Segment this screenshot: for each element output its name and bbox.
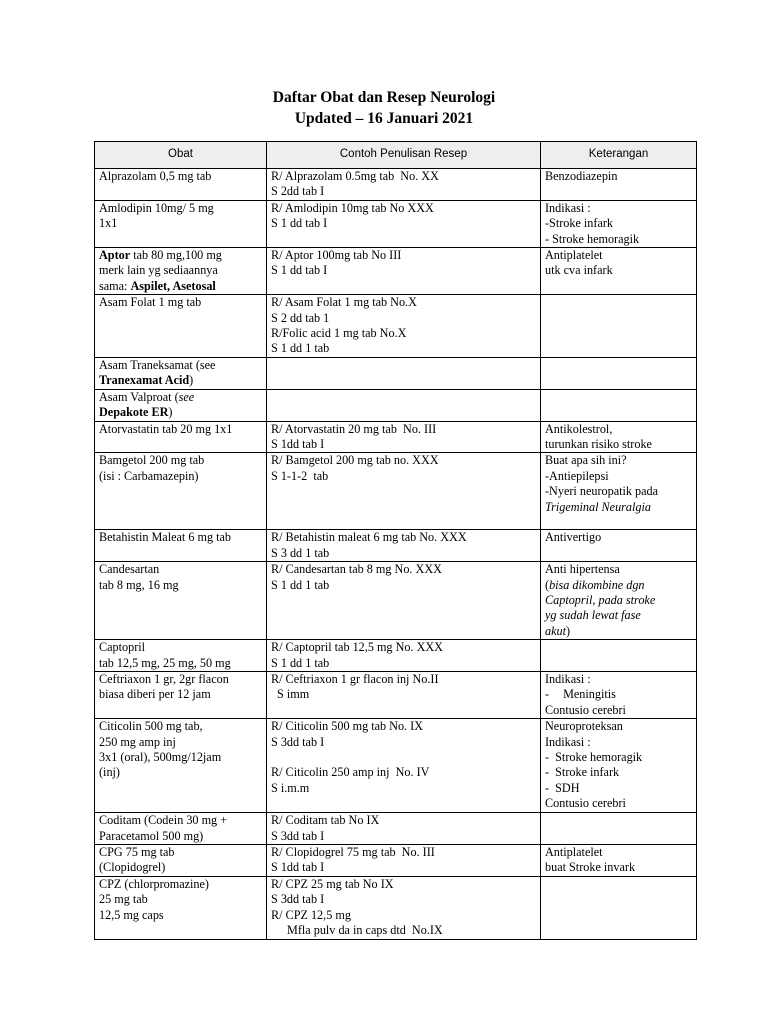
ket-line: yg sudah lewat fase [545,608,641,623]
resep-line: S i.m.m [271,780,310,795]
table-row [95,876,697,939]
cell-resep [267,876,541,939]
header-keterangan: Keterangan [541,142,697,169]
obat-line: Betahistin Maleat 6 mg tab [99,530,232,545]
obat-line: Atorvastatin tab 20 mg 1x1 [99,421,233,436]
obat-line: Candesartan [99,562,160,577]
cell-keterangan [541,813,697,845]
obat-line: Ceftriaxon 1 gr, 2gr flacon [99,671,229,686]
cell-keterangan [541,719,697,813]
drug-table [94,141,697,940]
cell-obat [95,421,267,453]
header-resep: Contoh Penulisan Resep [267,142,541,169]
ket-line: Antivertigo [545,530,602,545]
ket-line: Contusio cerebri [545,702,626,717]
resep-line: R/ Candesartan tab 8 mg No. XXX [271,562,442,577]
obat-line: tab 12,5 mg, 25 mg, 50 mg [99,655,231,670]
ket-line: Trigeminal Neuralgia [545,499,651,514]
obat-line: Asam Folat 1 mg tab [99,295,202,310]
cell-resep [267,719,541,813]
obat-line: (inj) [99,765,120,780]
cell-obat [95,295,267,358]
obat-line: Amlodipin 10mg/ 5 mg [99,200,214,215]
cell-resep [267,845,541,877]
resep-line: S imm [277,687,310,702]
cell-obat [95,562,267,640]
cell-keterangan [541,200,697,247]
resep-line: R/ Coditam tab No IX [271,813,380,828]
cell-obat [95,169,267,201]
cell-keterangan [541,169,697,201]
obat-bold: Tranexamat Acid [99,373,190,388]
resep-line: S 3 dd 1 tab [271,545,330,560]
cell-obat [95,640,267,672]
resep-line: S 1 dd tab I [271,263,328,278]
obat-text: sama: [99,278,131,293]
resep-line: S 1 dd 1 tab [271,655,330,670]
resep-line: R/ Alprazolam 0.5mg tab No. XX [271,169,439,183]
resep-line: R/ Aptor 100mg tab No III [271,248,402,263]
ket-line: Contusio cerebri [545,796,626,811]
resep-line: S 1 dd tab I [271,216,328,231]
ket-line: - Stroke hemoragik [545,231,640,246]
ket-line: - Stroke hemoragik [545,750,643,764]
table-row [95,169,697,201]
cell-keterangan [541,876,697,939]
obat-text: Asam Valproat ( [99,389,179,404]
ket-italic: akut [545,623,566,638]
obat-line: 1x1 [99,216,118,231]
obat-line: 12,5 mg caps [99,907,164,922]
cell-obat [95,530,267,562]
resep-line: S 1 dd 1 tab [271,577,330,592]
table-row [95,845,697,877]
title-line-1: Daftar Obat dan Resep Neurologi [272,89,496,106]
obat-text: ) [168,405,173,420]
title-line-2: Updated – 16 Januari 2021 [294,110,474,127]
resep-line: R/ Amlodipin 10mg tab No XXX [271,200,434,215]
cell-obat [95,813,267,845]
obat-bold: Aspilet, Asetosal [130,278,216,293]
obat-line: 250 mg amp inj [99,734,176,749]
table-row [95,421,697,453]
cell-resep [267,813,541,845]
cell-keterangan [541,421,697,453]
obat-line: (Clopidogrel) [99,860,166,875]
resep-line: R/ Citicolin 500 mg tab No. IX [271,719,423,734]
ket-line: Antikolestrol, [545,421,613,436]
cell-obat [95,876,267,939]
ket-line: Buat apa sih ini? [545,453,627,468]
ket-text: ) [565,623,571,638]
resep-line: R/ Ceftriaxon 1 gr flacon inj No.II [271,671,439,686]
cell-obat [95,357,267,389]
resep-line: R/ Clopidogrel 75 mg tab No. III [271,845,435,859]
cell-keterangan [541,453,697,530]
resep-line: S 1-1-2 tab [271,468,329,483]
ket-line: - SDH [545,780,580,795]
resep-line: R/ Atorvastatin 20 mg tab No. III [271,421,437,436]
cell-obat [95,453,267,530]
table-row [95,640,697,672]
obat-line: biasa diberi per 12 jam [99,687,211,702]
cell-resep [267,295,541,358]
cell-keterangan [541,671,697,718]
obat-line: Alprazolam 0,5 mg tab [99,169,212,183]
ket-line: Antiplatelet [545,845,603,859]
ket-line: Neuroproteksan [545,719,623,734]
header-obat: Obat [95,142,267,169]
obat-text: ) [189,373,194,388]
ket-line: -Antiepilepsi [545,468,609,483]
resep-line: S 3dd tab I [271,892,325,907]
cell-resep [267,671,541,718]
cell-obat [95,671,267,718]
cell-keterangan [541,562,697,640]
resep-line: R/ Captopril tab 12,5 mg No. XXX [271,640,443,655]
cell-obat [95,845,267,877]
obat-text: tab 80 mg,100 mg [130,248,222,263]
resep-line: Mfla pulv da in caps dtd No.IX [287,923,443,938]
ket-line: Indikasi : [545,200,591,215]
cell-obat [95,200,267,247]
resep-line: R/Folic acid 1 mg tab No.X [271,326,407,341]
obat-bold: Depakote ER [99,405,169,420]
table-row [95,530,697,562]
cell-obat [95,719,267,813]
obat-line: Citicolin 500 mg tab, [99,719,203,734]
resep-line: R/ Betahistin maleat 6 mg tab No. XXX [271,530,467,545]
cell-resep [267,562,541,640]
cell-keterangan [541,295,697,358]
ket-line: Benzodiazepin [545,169,618,183]
resep-line: S 3dd tab I [271,734,325,749]
ket-text: - [545,687,550,702]
resep-line: S 1dd tab I [271,436,325,451]
cell-keterangan [541,530,697,562]
resep-line: R/ CPZ 12,5 mg [271,907,351,922]
table-row [95,248,697,295]
table-row [95,813,697,845]
ket-line: Anti hipertensa [545,562,620,577]
obat-line: (isi : Carbamazepin) [99,468,199,483]
cell-resep [267,169,541,201]
cell-resep [267,421,541,453]
cell-keterangan [541,357,697,389]
cell-keterangan [541,389,697,421]
ket-line: Indikasi : [545,734,591,749]
table-row [95,719,697,813]
cell-resep [267,357,541,389]
table-row [95,389,697,421]
ket-line: Antiplatelet [545,248,603,263]
table-row [95,357,697,389]
resep-line: S 1 dd 1 tab [271,341,330,356]
cell-resep [267,453,541,530]
ket-line: - Stroke infark [545,765,620,780]
obat-line: Bamgetol 200 mg tab [99,453,205,468]
cell-obat [95,389,267,421]
ket-text: Meningitis [563,687,616,702]
resep-line: S 1dd tab I [271,860,325,875]
cell-resep [267,248,541,295]
obat-bold: Aptor [99,248,131,263]
ket-line: Captopril, pada stroke [545,592,656,607]
obat-line: 25 mg tab [99,892,148,907]
ket-line: -Nyeri neuropatik pada [545,484,659,499]
resep-line: S 2dd tab I [271,184,325,199]
resep-line: R/ CPZ 25 mg tab No IX [271,876,394,891]
cell-resep [267,530,541,562]
obat-line: tab 8 mg, 16 mg [99,577,179,592]
resep-line: R/ Citicolin 250 amp inj No. IV [271,765,430,780]
table-row [95,453,697,530]
obat-line: CPZ (chlorpromazine) [99,876,209,891]
cell-keterangan [541,640,697,672]
cell-resep [267,200,541,247]
ket-line: turunkan risiko stroke [545,436,652,451]
table-header-row [95,142,697,169]
cell-keterangan [541,248,697,295]
ket-line: utk cva infark [545,263,613,278]
obat-line: Paracetamol 500 mg) [99,828,204,843]
obat-line: Coditam (Codein 30 mg + [99,813,228,828]
obat-line: merk lain yg sediaannya [99,263,218,278]
ket-text: ( [545,577,550,592]
obat-line: 3x1 (oral), 500mg/12jam [99,750,222,764]
cell-obat [95,248,267,295]
resep-line: R/ Bamgetol 200 mg tab no. XXX [271,453,439,468]
table-row [95,295,697,358]
table-row [95,562,697,640]
ket-line: Indikasi : [545,671,591,686]
obat-line: CPG 75 mg tab [99,845,175,859]
obat-italic: see [178,389,195,404]
obat-line: Captopril [99,640,146,655]
resep-line: R/ Asam Folat 1 mg tab No.X [271,295,417,310]
cell-resep [267,389,541,421]
ket-line: buat Stroke invark [545,860,636,875]
ket-line: -Stroke infark [545,216,614,231]
page-title [0,87,768,129]
table-row [95,200,697,247]
ket-italic: bisa dikombine dgn [549,577,645,592]
table-row [95,671,697,718]
resep-line: S 2 dd tab 1 [271,310,330,325]
cell-keterangan [541,845,697,877]
resep-line: S 3dd tab I [271,828,325,843]
obat-line: Asam Traneksamat (see [99,357,216,372]
cell-resep [267,640,541,672]
